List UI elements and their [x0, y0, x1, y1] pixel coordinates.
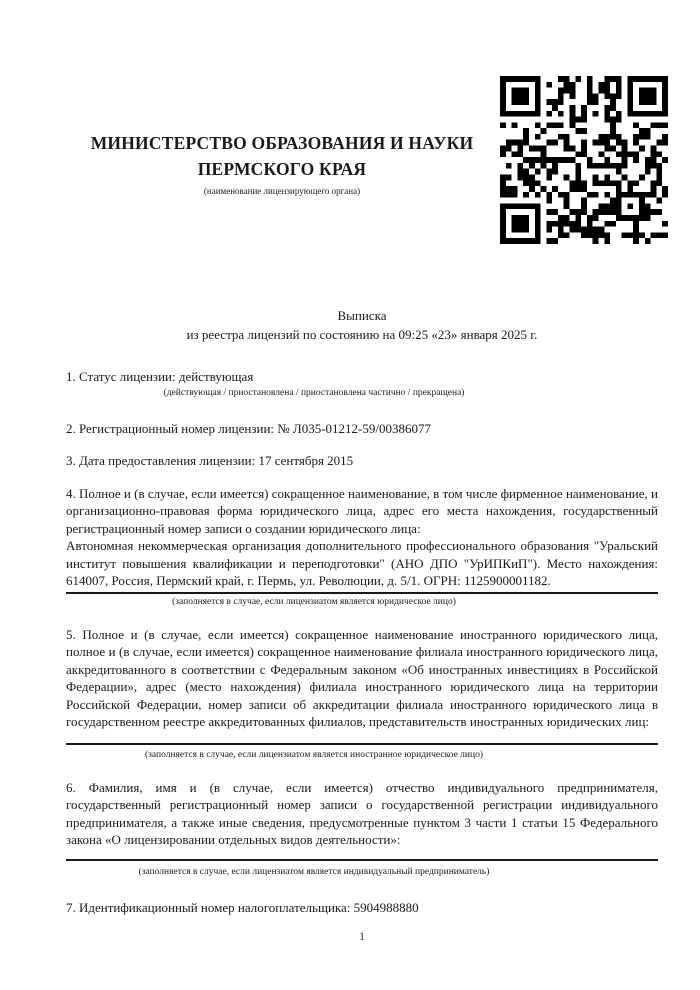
taxpayer-number-text: 7. Идентификационный номер налогоплательщика: 5904988880	[66, 899, 419, 915]
license-status-note: (действующая / приостановлена / приостановлена частично / прекращена)	[163, 387, 465, 398]
legal-entity-note: (заполняется в случае, если лицензиатом является юридическое лицо)	[172, 596, 456, 607]
qr-code-icon	[500, 76, 668, 244]
licensing-authority-caption: (наименование лицензирующего органа)	[203, 186, 361, 196]
item-registration-number	[66, 420, 658, 438]
document-title	[66, 306, 658, 344]
document-title-line2: из реестра лицензий по состоянию на 09:25 «23» января 2025 г.	[186, 327, 538, 342]
document-header	[66, 0, 658, 248]
ministry-name-line1: МИНИСТЕРСТВО ОБРАЗОВАНИЯ И НАУКИ	[90, 133, 474, 153]
individual-entrepreneur-question: 6. Фамилия, имя и (в случае, если имеется) отчество индивидуального предпринимателя, государственный регистрационный номер записи о государственной регистрации индивидуального предпринимателя, а также иные сведения, предусмотренные пунктом 3 части 1 статьи 15 Федерального закона «О лицензировании отдельных видов деятельности»:	[66, 779, 658, 847]
foreign-entity-note: (заполняется в случае, если лицензиатом является иностранное юридическое лицо)	[145, 749, 483, 760]
license-status-text: 1. Статус лицензии: действующая	[66, 369, 254, 384]
licensing-authority	[66, 130, 498, 197]
registration-number-text: 2. Регистрационный номер лицензии: № Л035-01212-59/00386077	[66, 420, 432, 436]
item-individual-entrepreneur-info	[66, 779, 658, 879]
item-legal-entity-info	[66, 485, 658, 609]
foreign-entity-blank-line	[66, 731, 658, 745]
legal-entity-question: 4. Полное и (в случае, если имеется) сокращенное наименование, в том числе фирменное наименование, и организационно-правовая форма юридического лица, адрес его места нахождения, государственный регистрационный номер записи о создании юридического лица:	[66, 485, 658, 536]
individual-entrepreneur-note: (заполняется в случае, если лицензиатом является индивидуальный предприниматель)	[138, 866, 490, 877]
ministry-name-line2: ПЕРМСКОГО КРАЯ	[197, 159, 367, 179]
foreign-entity-question: 5. Полное и (в случае, если имеется) сокращенное наименование иностранного юридического лица, полное и (в случае, если имеется) сокращенное наименование филиала иностранного юридического лица, аккредитованного в соответствии с Федеральным законом «Об иностранных инвестициях в Российской Федерации», адрес (место нахождения) филиала иностранного юридического лица на территории Российской Федерации, номер записи об аккредитации филиала иностранного юридического лица в государственном реестре аккредитованных филиалов, представительств иностранных юридических лиц:	[66, 626, 658, 729]
license-grant-date-text: 3. Дата предоставления лицензии: 17 сентября 2015	[66, 453, 354, 468]
document-title-line1: Выписка	[337, 308, 387, 323]
legal-entity-answer: Автономная некоммерческая организация дополнительного профессионального образования "Уральский институт повышения квалификации и переподготовки" (АНО ДПО "УрИПКиП"). Место нахождения: 614007, Россия, Пермский край, г. Пермь, ул. Революции, д. 5/1. ОГРН: 1125900001182.	[66, 537, 658, 594]
item-taxpayer-number	[66, 899, 658, 917]
page-number: 1	[359, 931, 365, 943]
item-foreign-entity-info	[66, 626, 658, 762]
individual-entrepreneur-blank-line	[66, 849, 658, 861]
item-license-status	[66, 368, 658, 400]
item-license-grant-date	[66, 452, 658, 470]
